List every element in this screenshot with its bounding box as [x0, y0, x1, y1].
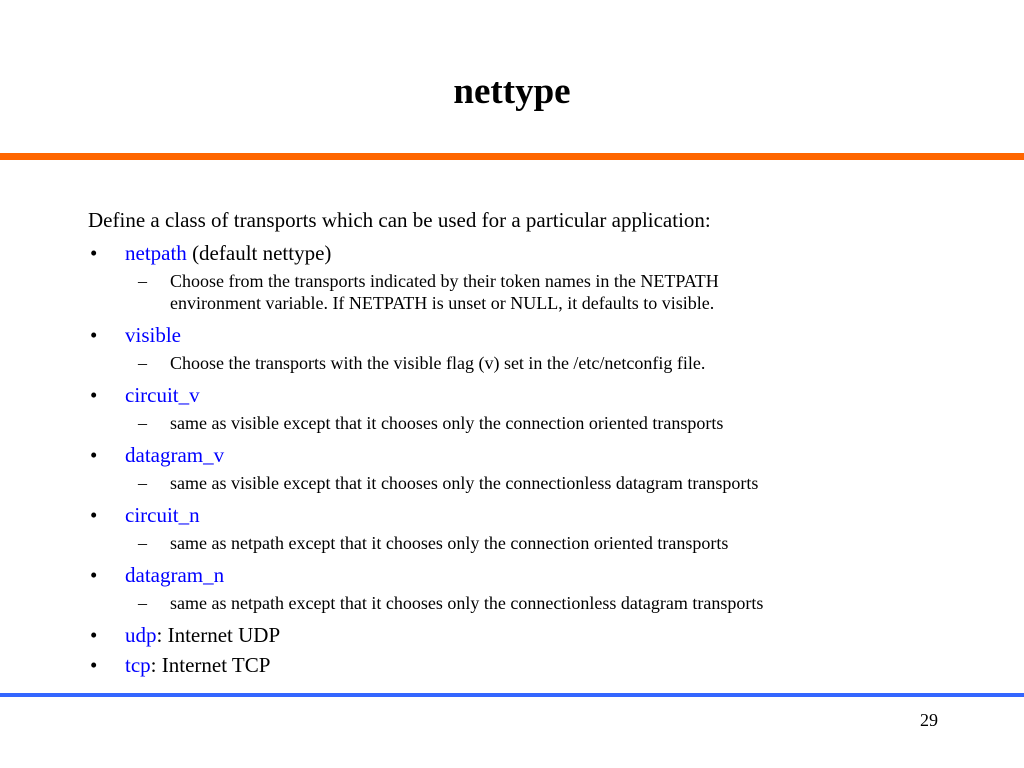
nettype-list: [88, 238, 988, 680]
sub-item-line: same as netpath except that it chooses only the connectionless datagram transports: [170, 593, 764, 613]
bullet-icon: •: [90, 503, 98, 527]
page-number: 29: [920, 710, 938, 730]
list-item: [88, 238, 988, 268]
sub-item: [88, 412, 988, 434]
slide-title: nettype: [453, 71, 571, 112]
nettype-term: tcp: [125, 653, 151, 677]
dash-icon: –: [138, 353, 147, 373]
sub-item: [88, 352, 988, 374]
bullet-icon: •: [90, 383, 98, 407]
nettype-term: visible: [125, 323, 181, 347]
dash-icon: –: [138, 533, 147, 553]
sub-item-line: same as netpath except that it chooses only the connection oriented transports: [170, 533, 729, 553]
bullet-icon: •: [90, 653, 98, 677]
nettype-term: netpath: [125, 241, 187, 265]
intro-text: Define a class of transports which can be used for a particular application:: [88, 208, 711, 232]
item-description: : Internet TCP: [150, 653, 271, 677]
sub-item: [88, 532, 988, 554]
nettype-term: udp: [125, 623, 157, 647]
bullet-icon: •: [90, 241, 98, 265]
sub-item-line: same as visible except that it chooses only the connectionless datagram transports: [170, 473, 759, 493]
sub-item-line: same as visible except that it chooses only the connection oriented transports: [170, 413, 724, 433]
sub-item: [88, 270, 988, 314]
bullet-icon: •: [90, 323, 98, 347]
list-item: [88, 650, 988, 680]
dash-icon: –: [138, 593, 147, 613]
nettype-term: datagram_n: [125, 563, 225, 587]
bullet-icon: •: [90, 443, 98, 467]
sub-item-line: Choose the transports with the visible flag (v) set in the /etc/netconfig file.: [170, 353, 706, 373]
title-divider-orange: [0, 153, 1024, 160]
item-description: : Internet UDP: [156, 623, 281, 647]
slide-body: [88, 204, 988, 680]
footer-divider-blue: [0, 693, 1024, 697]
sub-item-line: environment variable. If NETPATH is unset or NULL, it defaults to visible.: [170, 293, 715, 313]
item-description: (default nettype): [186, 241, 332, 265]
list-item: [88, 560, 988, 590]
list-item: [88, 440, 988, 470]
nettype-term: datagram_v: [125, 443, 225, 467]
sub-item: [88, 592, 988, 614]
list-item: [88, 620, 988, 650]
dash-icon: –: [138, 413, 147, 433]
sub-item: [88, 472, 988, 494]
nettype-term: circuit_n: [125, 503, 200, 527]
bullet-icon: •: [90, 563, 98, 587]
nettype-term: circuit_v: [125, 383, 200, 407]
list-item: [88, 500, 988, 530]
dash-icon: –: [138, 473, 147, 493]
dash-icon: –: [138, 271, 147, 291]
sub-item-line: Choose from the transports indicated by their token names in the NETPATH: [170, 271, 719, 291]
list-item: [88, 380, 988, 410]
list-item: [88, 320, 988, 350]
bullet-icon: •: [90, 623, 98, 647]
